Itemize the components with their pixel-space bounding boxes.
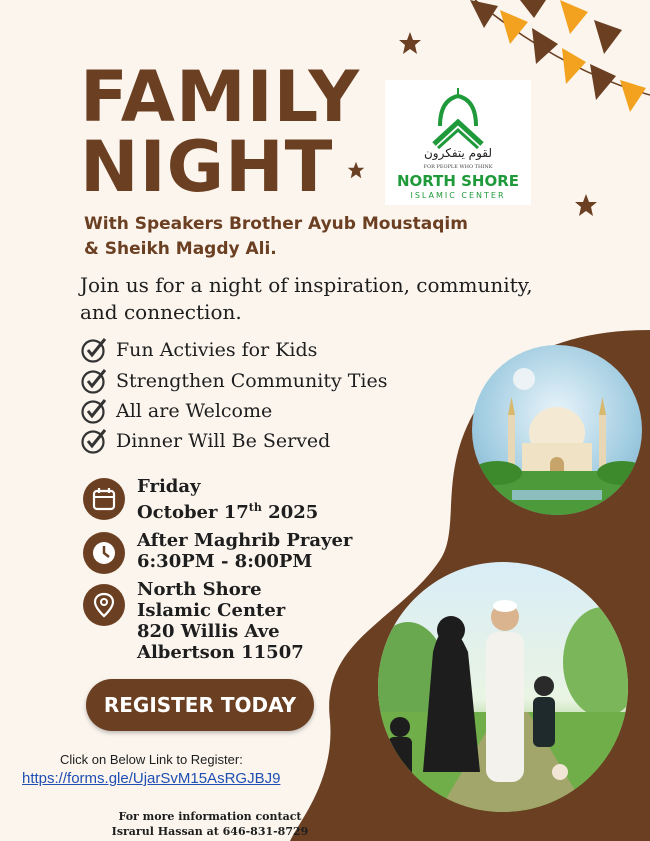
star-icon [347,161,365,179]
contact-line-2: Israrul Hassan at 646-831-8729 [111,825,309,838]
feature-label: Strengthen Community Ties [116,370,388,392]
location-line-4: Albertson 11507 [137,642,304,663]
date-full: October 17th 2025 [137,501,319,523]
register-link[interactable]: https://forms.gle/UjarSvM15AsRGJBJ9 [22,770,281,787]
mosque-logo-icon [420,86,496,152]
check-circle-icon [80,397,108,425]
family-image [378,562,628,812]
check-circle-icon [80,427,108,455]
date-day: Friday [137,476,201,497]
location-line-2: Islamic Center [137,600,286,621]
time-line-1: After Maghrib Prayer [137,530,353,551]
logo-arabic: لقوم يتفكرون [423,146,493,160]
check-circle-icon [80,367,108,395]
calendar-icon [83,478,125,520]
star-icon [398,31,422,55]
contact-line-1: For more information contact [118,810,302,823]
event-time [137,530,352,572]
logo-tagline: FOR PEOPLE WHO THINK [423,164,493,170]
feature-item [80,397,272,425]
feature-item [80,367,387,395]
intro-text: Join us for a night of inspiration, community, and connection. [80,273,533,324]
event-location [137,579,304,663]
check-circle-icon [80,336,108,364]
feature-label: All are Welcome [116,400,273,422]
logo-name: NORTH SHORE [396,172,520,190]
register-button[interactable]: REGISTER TODAY [86,679,314,731]
location-line-1: North Shore [137,579,262,600]
star-icon [574,193,598,217]
feature-item [80,336,317,364]
feature-item [80,427,330,455]
time-line-2: 6:30PM - 8:00PM [137,551,313,572]
mosque-image [472,345,642,515]
register-prompt: Click on Below Link to Register: [60,752,243,767]
feature-label: Fun Activies for Kids [116,339,318,361]
title-line-2: NIGHT [80,126,334,208]
speakers-line-2: & Sheikh Magdy Ali. [84,239,277,259]
feature-label: Dinner Will Be Served [116,430,331,452]
logo [385,80,531,205]
title-line-1: FAMILY [80,56,361,138]
logo-subname: ISLAMIC CENTER [410,191,506,200]
location-pin-icon [83,584,125,626]
clock-icon [83,532,125,574]
speakers-line-1: With Speakers Brother Ayub Moustaqim [84,214,468,234]
location-line-3: 820 Willis Ave [137,621,280,642]
event-date [137,476,318,523]
